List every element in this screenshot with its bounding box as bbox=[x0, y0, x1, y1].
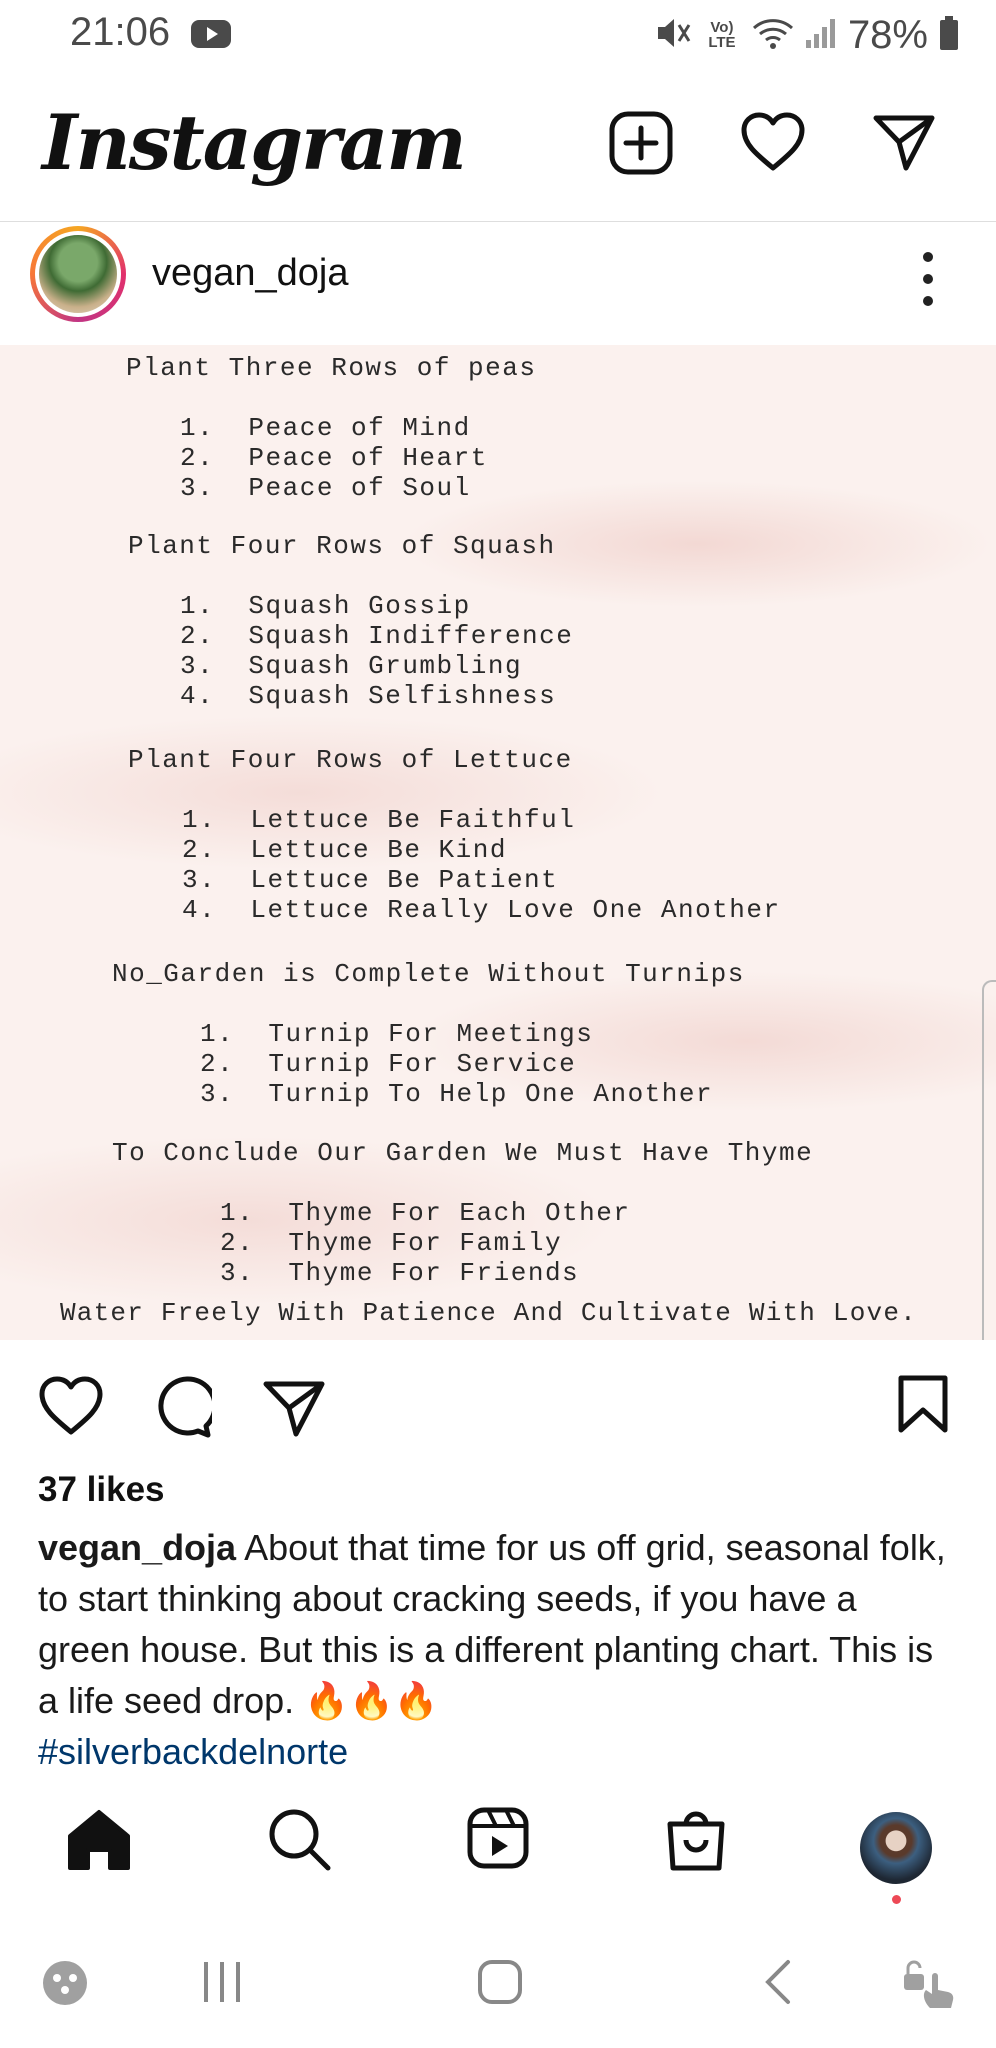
status-time: 21:06 bbox=[70, 10, 171, 54]
section-heading: Plant Three Rows of peas bbox=[126, 353, 537, 383]
caption-emoji: 🔥🔥🔥 bbox=[304, 1680, 439, 1721]
section-heading: To Conclude Our Garden We Must Have Thyme bbox=[112, 1138, 814, 1168]
post-caption bbox=[38, 1522, 958, 1777]
post-image[interactable] bbox=[0, 345, 996, 1340]
list-item: 2. Turnip For Service bbox=[200, 1049, 577, 1079]
header-divider bbox=[0, 221, 996, 222]
shop-icon[interactable] bbox=[664, 1806, 728, 1877]
search-icon[interactable] bbox=[266, 1806, 332, 1877]
home-button-icon[interactable] bbox=[476, 1958, 524, 2011]
back-icon[interactable] bbox=[760, 1958, 796, 2011]
section-heading: No_Garden is Complete Without Turnips bbox=[112, 959, 745, 989]
status-icons bbox=[654, 10, 960, 60]
section-heading: Plant Four Rows of Lettuce bbox=[128, 745, 573, 775]
list-item: 3. Thyme For Friends bbox=[220, 1258, 580, 1288]
list-item: 3. Lettuce Be Patient bbox=[182, 865, 559, 895]
caption-username[interactable]: vegan_doja bbox=[38, 1527, 237, 1568]
list-item: 1. Squash Gossip bbox=[180, 591, 471, 621]
list-item: 2. Peace of Heart bbox=[180, 443, 488, 473]
mute-icon bbox=[654, 15, 692, 56]
hashtag-link[interactable]: #silverbackdelnorte bbox=[38, 1731, 349, 1772]
signal-icon bbox=[804, 16, 838, 55]
image-footer-text: Water Freely With Patience And Cultivate With Love. bbox=[60, 1298, 917, 1328]
likes-count[interactable]: 37 likes bbox=[38, 1470, 165, 1509]
comment-icon[interactable] bbox=[150, 1376, 212, 1443]
game-launcher-icon[interactable] bbox=[40, 1958, 90, 2013]
section-heading: Plant Four Rows of Squash bbox=[128, 531, 556, 561]
list-item: 3. Squash Grumbling bbox=[180, 651, 523, 681]
share-icon[interactable] bbox=[262, 1378, 326, 1443]
notification-dot bbox=[892, 1895, 901, 1904]
post-username[interactable]: vegan_doja bbox=[152, 252, 349, 294]
post-author-avatar[interactable] bbox=[30, 226, 126, 322]
list-item: 1. Thyme For Each Other bbox=[220, 1198, 631, 1228]
volte-icon: Vo) LTE bbox=[708, 19, 736, 51]
profile-avatar[interactable] bbox=[860, 1812, 932, 1884]
wifi-icon bbox=[752, 16, 794, 55]
instagram-logo[interactable]: Instagram bbox=[42, 98, 465, 187]
save-bookmark-icon[interactable] bbox=[896, 1374, 950, 1439]
list-item: 1. Lettuce Be Faithful bbox=[182, 805, 576, 835]
carousel-edge bbox=[982, 980, 996, 1340]
caption-text: About that time for us off grid, seasonal folk, to start thinking about cracking seeds, if you have a green house. But this is a different planting chart. This is a life seed drop. bbox=[38, 1527, 946, 1721]
battery-icon bbox=[938, 15, 960, 56]
heart-icon[interactable] bbox=[740, 112, 806, 177]
accessibility-touch-icon[interactable] bbox=[900, 1958, 960, 2017]
list-item: 3. Peace of Soul bbox=[180, 473, 471, 503]
direct-message-icon[interactable] bbox=[872, 112, 936, 177]
list-item: 2. Thyme For Family bbox=[220, 1228, 563, 1258]
list-item: 4. Squash Selfishness bbox=[180, 681, 557, 711]
new-post-icon[interactable] bbox=[608, 110, 674, 181]
list-item: 4. Lettuce Really Love One Another bbox=[182, 895, 781, 925]
list-item: 3. Turnip To Help One Another bbox=[200, 1079, 714, 1109]
youtube-icon bbox=[190, 18, 232, 55]
list-item: 1. Peace of Mind bbox=[180, 413, 471, 443]
recent-apps-icon[interactable] bbox=[200, 1958, 244, 2011]
list-item: 2. Squash Indifference bbox=[180, 621, 574, 651]
home-icon[interactable] bbox=[66, 1806, 132, 1877]
more-options-icon[interactable] bbox=[918, 252, 938, 318]
list-item: 2. Lettuce Be Kind bbox=[182, 835, 507, 865]
reels-icon[interactable] bbox=[466, 1806, 530, 1875]
like-icon[interactable] bbox=[38, 1376, 104, 1441]
battery-percent: 78% bbox=[847, 12, 928, 57]
list-item: 1. Turnip For Meetings bbox=[200, 1019, 594, 1049]
